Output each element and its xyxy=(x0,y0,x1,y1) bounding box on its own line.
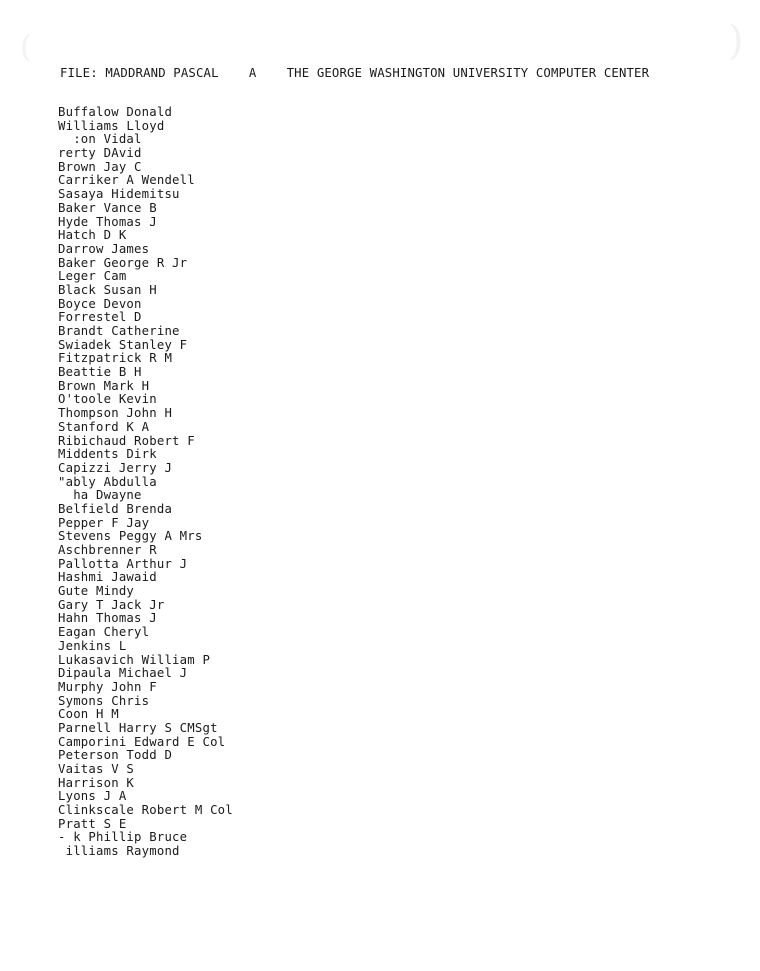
list-item: Baker George R Jr xyxy=(58,255,188,270)
list-item: Leger Cam xyxy=(58,269,127,284)
list-item: Dipaula Michael J xyxy=(58,666,188,681)
list-item: O'toole Kevin xyxy=(58,392,157,407)
list-item: :on Vidal xyxy=(58,132,142,147)
list-item: Ribichaud Robert F xyxy=(58,433,195,448)
show-through-mark: ) xyxy=(728,18,744,64)
list-item: - k Phillip Bruce xyxy=(58,830,188,845)
list-item: Buffalow Donald xyxy=(58,105,173,119)
list-item: Thompson John H xyxy=(58,406,173,421)
list-item: Black Susan H xyxy=(58,282,157,297)
list-item: Vaitas V S xyxy=(58,762,135,776)
list-item: Hashmi Jawaid xyxy=(58,570,157,585)
list-item: Pepper F Jay xyxy=(58,515,150,530)
list-item: Parnell Harry S CMSgt xyxy=(58,720,218,735)
list-item: Jenkins L xyxy=(58,638,127,653)
list-item: Gary T Jack Jr xyxy=(58,597,165,612)
list-item: Clinkscale Robert M Col xyxy=(58,803,233,818)
list-item: Williams Lloyd xyxy=(58,118,165,133)
list-item: Capizzi Jerry J xyxy=(58,460,173,475)
list-item: illiams Raymond xyxy=(58,844,180,859)
list-item: Gute Mindy xyxy=(58,584,135,599)
list-item: Hatch D K xyxy=(58,228,127,243)
list-item: Eagan Cheryl xyxy=(58,625,150,640)
list-item: Brown Jay C xyxy=(58,159,142,174)
list-item: Baker Vance B xyxy=(58,200,157,215)
list-item: Hyde Thomas J xyxy=(58,214,157,229)
list-item: Peterson Todd D xyxy=(58,748,173,763)
list-item: Symons Chris xyxy=(58,693,150,708)
list-item: Fitzpatrick R M xyxy=(58,351,173,366)
list-item: Brown Mark H xyxy=(58,378,150,393)
list-item: Camporini Edward E Col xyxy=(58,734,226,749)
list-item: Lukasavich William P xyxy=(58,652,211,667)
list-item: Forrestel D xyxy=(58,310,142,325)
list-item: Stanford K A xyxy=(58,419,150,434)
list-item: "ably Abdulla xyxy=(58,474,157,489)
list-item: rerty DAvid xyxy=(58,146,142,161)
name-list xyxy=(58,106,233,859)
list-item: Aschbrenner R xyxy=(58,543,157,557)
list-item: Darrow James xyxy=(58,241,150,256)
show-through-mark: ( xyxy=(20,30,32,65)
list-item: Murphy John F xyxy=(58,679,157,694)
list-item: ha Dwayne xyxy=(58,488,142,503)
list-item: Brandt Catherine xyxy=(58,324,180,338)
list-item: Pallotta Arthur J xyxy=(58,556,188,571)
list-item: Carriker A Wendell xyxy=(58,173,195,188)
list-item: Swiadek Stanley F xyxy=(58,337,188,352)
list-item: Belfield Brenda xyxy=(58,501,173,516)
list-item: Lyons J A xyxy=(58,789,127,804)
file-header: FILE: MADDRAND PASCAL A THE GEORGE WASHINGTON UNIVERSITY COMPUTER CENTER xyxy=(60,66,650,80)
list-item: Beattie B H xyxy=(58,365,142,380)
list-item: Boyce Devon xyxy=(58,296,142,311)
list-item: Coon H M xyxy=(58,707,119,722)
list-item: Harrison K xyxy=(58,775,135,790)
list-item: Sasaya Hidemitsu xyxy=(58,187,180,202)
list-item: Hahn Thomas J xyxy=(58,611,157,626)
list-item: Stevens Peggy A Mrs xyxy=(58,529,203,544)
list-item: Middents Dirk xyxy=(58,447,157,462)
list-item: Pratt S E xyxy=(58,816,127,831)
